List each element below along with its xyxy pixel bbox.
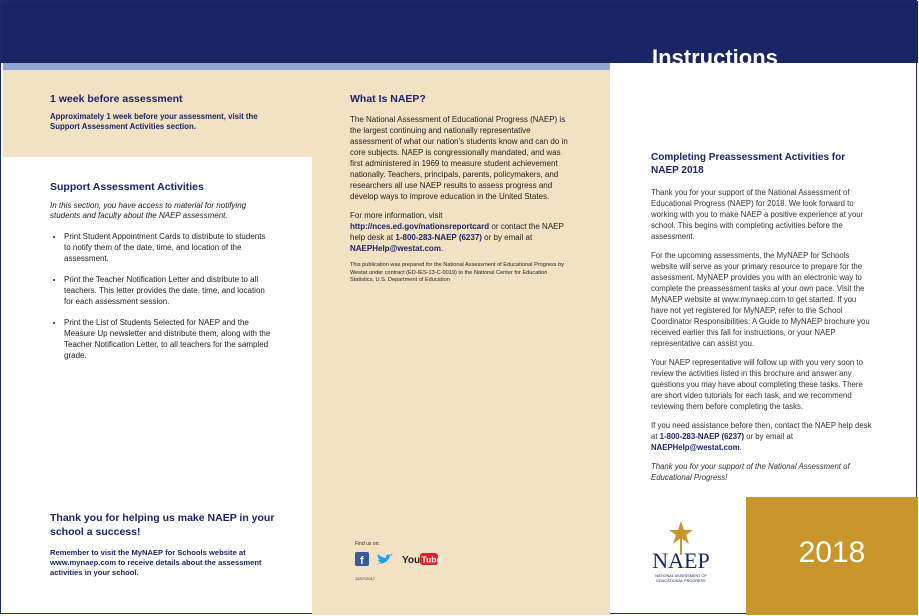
one-week-body: Approximately 1 week before your assessment, visit the Support Assessment Activities section. — [50, 112, 258, 131]
support-section — [50, 182, 272, 371]
more-info: For more information, visit http://nces.ed.gov/nationsreportcard or contact the NAEP help desk at 1-800-283-NAEP (6237) or by email at NAEPHelp@westat.com. — [350, 211, 564, 253]
cover-subtitle: for the School Coordinator — [652, 74, 851, 93]
completing-p3: Your NAEP representative will follow up with you very soon to review the activities listed in this brochure and answer any questions you may have about completing these tasks. There are short video tutorials for each task, and we recommend reviewing them before completing the tasks. — [651, 358, 863, 411]
completing-p5: Thank you for your support of the National Assessment of Educational Progress! — [651, 462, 850, 482]
completing-heading: Completing Preassessment Activities for NAEP 2018 — [651, 152, 846, 176]
top-banner — [1, 1, 918, 63]
what-is-body: The National Assessment of Educational Progress (NAEP) is the largest continuing and nationally representative assessment of what our nation’s students know and can do in core subjects. NAEP is congressionally mandated, and was first administered in 1969 to measure student achievement nationally. Teachers, principals, parents, policymakers, and researchers all use NAEP results to assess progress and develop ways to improve education in the United States. — [350, 115, 568, 201]
one-week-heading: 1 week before assessment — [50, 93, 183, 105]
thank-you-body: Remember to visit the MyNAEP for Schools website at www.mynaep.com to receive details about the assessment activities in your school. — [50, 548, 262, 577]
youtube-icon[interactable] — [401, 552, 441, 568]
completing-p2: For the upcoming assessments, the MyNAEP for Schools website will serve as your primary resource to prepare for the assessment. MyNAEP provides you with an electronic way to complete the preassessment tasks at your own pace. Visit the MyNAEP website at www.mynaep.com to get started. If you have not yet registered for MyNAEP, refer to the School Coordinator Responsibilities: A Guide to MyNAEP brochure you received earlier this fall for instructions, or your NAEP representative can assist you. — [651, 251, 870, 348]
completing-section — [651, 151, 873, 491]
support-heading: Support Assessment Activities — [50, 181, 204, 193]
year-label: 2018 — [798, 536, 866, 569]
social-block — [355, 541, 444, 581]
logo-wordmark: NAEP — [652, 548, 710, 573]
list-item: • Print the List of Students Selected for NAEP and the Measure Up newsletter and distribute them, along with the Teacher Notification Letter, to all teachers for the sampled grade. — [64, 317, 272, 361]
svg-text:Tube: Tube — [421, 554, 441, 565]
facebook-icon[interactable] — [355, 552, 369, 568]
naep-logo — [649, 521, 713, 584]
completing-p4: If you need assistance before then, contact the NAEP help desk at 1-800-283-NAEP (6237) or by email at NAEPHelp@westat.com. — [651, 421, 872, 452]
date-code: 12/07/2017 — [355, 576, 376, 581]
helpdesk-phone: 1-800-283-NAEP (6237) — [395, 233, 482, 242]
find-us-label: Find us on: — [355, 541, 380, 547]
accent-strip — [3, 63, 610, 70]
svg-text:f: f — [360, 555, 364, 567]
nces-link[interactable]: http://nces.ed.gov/nationsreportcard — [350, 222, 490, 231]
helpdesk-phone: 1-800-283-NAEP (6237) — [659, 432, 745, 441]
completing-p1: Thank you for your support of the National Assessment of Educational Progress (NAEP) for 2018. We look forward to working with you to make NAEP a positive experience at your school. This begins with completing activities before the assessment. — [651, 188, 864, 241]
support-list — [50, 231, 272, 361]
list-item: • Print Student Appointment Cards to distribute to students to notify them of the date, time, and location of the assessment. — [64, 231, 272, 264]
logo-tagline: NATIONAL ASSESSMENT OF EDUCATIONAL PROGRESS — [655, 574, 707, 583]
helpdesk-email[interactable]: NAEPHelp@westat.com — [651, 443, 740, 452]
what-is-heading: What Is NAEP? — [350, 93, 426, 105]
one-week-section — [50, 94, 275, 132]
support-intro: In this section, you have access to material for notifying students and faculty about the NAEP assessment. — [50, 201, 247, 220]
list-item: • Print the Teacher Notification Letter and distribute to all teachers. This letter provides the date, time, and location for each assessment session. — [64, 274, 272, 307]
twitter-icon[interactable] — [376, 552, 394, 568]
thank-you-section — [50, 511, 280, 578]
svg-text:You: You — [401, 555, 420, 566]
thank-you-heading: Thank you for helping us make NAEP in your school a success! — [50, 512, 275, 538]
what-is-section — [350, 94, 572, 285]
helpdesk-email[interactable]: NAEPHelp@westat.com — [350, 244, 441, 253]
contract-note: This publication was prepared for the National Assessment of Educational Progress by Westat under contract (ED-IES-13-C-0019) to the National Center for Education Statistics, U.S. Department of Education — [350, 262, 564, 283]
cover-title: Instructions — [652, 45, 778, 70]
